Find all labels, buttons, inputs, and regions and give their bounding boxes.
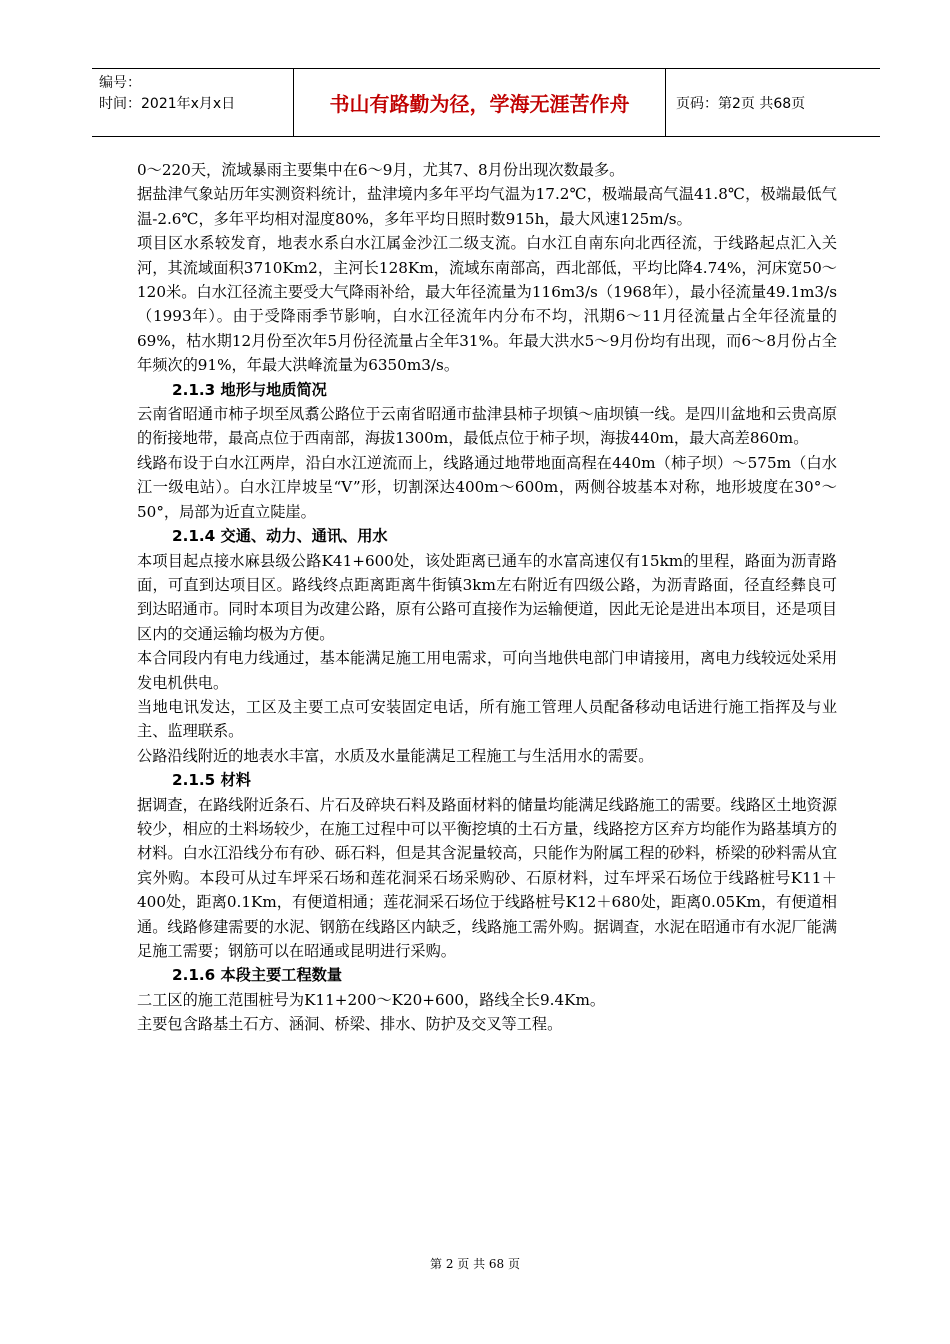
header-meta (92, 69, 294, 136)
document-body (137, 158, 837, 1037)
paragraph-water: 公路沿线附近的地表水丰富，水质及水量能满足工程施工与生活用水的需要。 (137, 746, 654, 765)
paragraph-traffic: 本项目起点接水麻县级公路K41+600处，该处距离已通车的水富高速仅有15km的里程，路面为沥青路面，可直到达项目区。路线终点距离距离牛街镇3km左右附近有四级公路，为沥青路面，径直经彝良可到达昭通市。同时本项目为改建公路，原有公路可直接作为运输便道，因此无论是进出本项目，还是项目区内的交通运输均极为方便。 (137, 551, 837, 643)
paragraph-power: 本合同段内有电力线通过，基本能满足施工用电需求，可向当地供电部门申请接用，离电力线较远处采用发电机供电。 (137, 649, 837, 692)
paragraph-route-layout: 线路布设于白水江两岸，沿白水江逆流而上，线路通过地带地面高程在440m（柿子坝）～575m（白水江一级电站）。白水江岸坡呈“V”形，切割深达400m～600m，两侧谷坡基本对称，地形坡度在30°～50°，局部为近直立陡崖。 (137, 453, 837, 521)
section-heading-2-1-6: 2.1.6 本段主要工程数量 (172, 966, 343, 985)
header-motto: 书山有路勤为径，学海无涯苦作舟 (294, 69, 666, 136)
document-time-label: 时间：2021年x月x日 (99, 96, 236, 112)
paragraph-scope: 二工区的施工范围桩号为K11+200～K20+600，路线全长9.4Km。 (137, 990, 606, 1009)
paragraph-materials: 据调查，在路线附近条石、片石及碎块石料及路面材料的储量均能满足线路施工的需要。线路区土地资源较少，相应的土料场较少，在施工过程中可以平衡挖填的土石方量，线路挖方区弃方均能作为路基填方的材料。白水江沿线分布有砂、砾石料，但是其含泥量较高，只能作为附属工程的砂料，桥梁的砂料需从宜宾外购。本段可从过车坪采石场和莲花洞采石场采购砂、石原材料，过车坪采石场位于线路桩号K11＋400处，距离0.1Km，有便道相通；莲花洞采石场位于线路桩号K12＋680处，距离0.05Km，有便道相通。线路修建需要的水泥、钢筋在线路区内缺乏，线路施工需外购。据调查，水泥在昭通市有水泥厂能满足施工需要；钢筋可以在昭通或昆明进行采购。 (137, 795, 837, 960)
paragraph-rainfall: 0～220天，流域暴雨主要集中在6～9月，尤其7、8月份出现次数最多。 (137, 161, 625, 179)
paragraph-terrain: 云南省昭通市柿子坝至凤翥公路位于云南省昭通市盐津县柿子坝镇～庙坝镇一线。是四川盆地和云贵高原的衔接地带，最高点位于西南部，海拔1300m，最低点位于柿子坝，海拔440m，最大高差860m。 (137, 405, 837, 448)
page-header (92, 68, 880, 137)
paragraph-hydrology: 项目区水系较发育，地表水系白水江属金沙江二级支流。白水江自南东向北西径流，于线路起点汇入关河，其流域面积3710Km2，主河长128Km，流域东南部高，西北部低，平均比降4.74%，河床宽50～120米。白水江径流主要受大气降雨补给，最大年径流量为116m3/s（1968年），最小径流量49.1m3/s（1993年）。由于受降雨季节影响，白水江径流年内分布不均，汛期6～11月径流量占全年径流量的69%，枯水期12月份至次年5月份径流量占全年31%。年最大洪水5～9月份均有出现，而6～8月份占全年频次的91%，年最大洪峰流量为6350m3/s。 (137, 234, 837, 375)
header-page-number: 页码：第2页 共68页 (676, 95, 806, 112)
document-number-label: 编号： (99, 75, 141, 91)
paragraph-works: 主要包含路基土石方、涵洞、桥梁、排水、防护及交叉等工程。 (137, 1015, 563, 1034)
section-heading-2-1-3: 2.1.3 地形与地质简况 (172, 380, 327, 399)
page-footer: 第 2 页 共 68 页 (430, 1257, 520, 1271)
section-heading-2-1-4: 2.1.4 交通、动力、通讯、用水 (172, 527, 388, 546)
paragraph-telecom: 当地电讯发达，工区及主要工点可安装固定电话，所有施工管理人员配备移动电话进行施工指挥及与业主、监理联系。 (137, 697, 837, 741)
section-heading-2-1-5: 2.1.5 材料 (172, 771, 251, 790)
paragraph-climate: 据盐津气象站历年实测资料统计，盐津境内多年平均气温为17.2℃，极端最高气温41.8℃，极端最低气温-2.6℃，多年平均相对湿度80%，多年平均日照时数915h，最大风速125m/s。 (137, 185, 837, 228)
